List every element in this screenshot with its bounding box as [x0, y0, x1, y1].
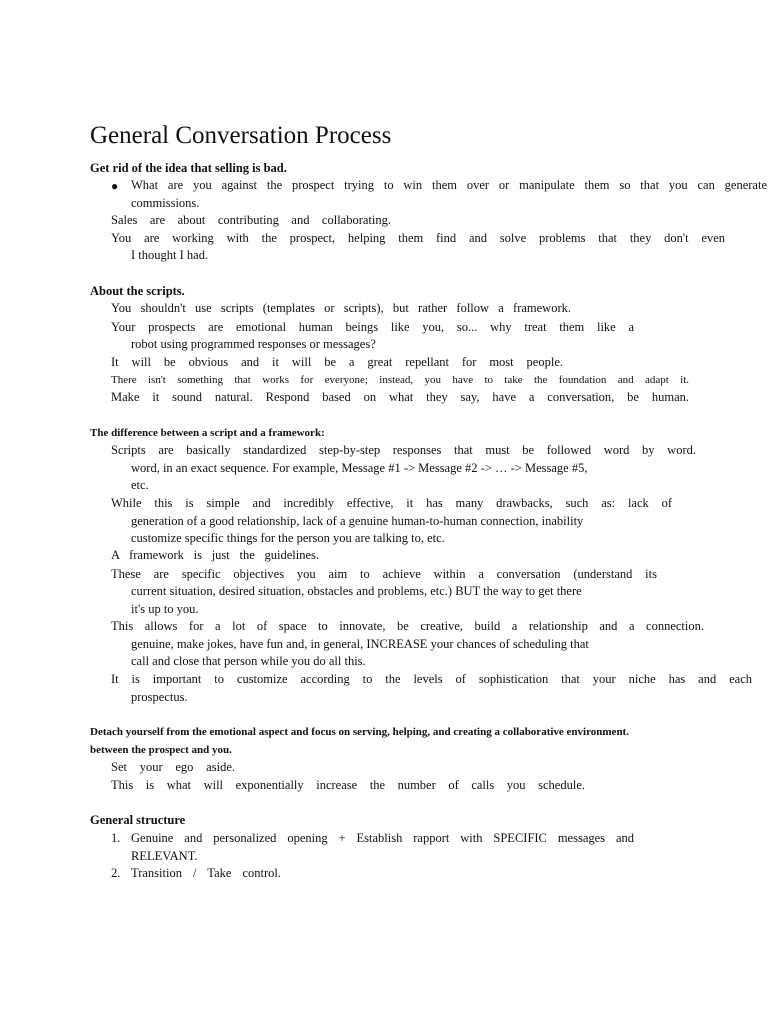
difference-l1a: Scripts are basically standardized step-by-step responses that must be followed word by word. [111, 443, 696, 457]
heading-structure: General structure [90, 813, 186, 827]
difference-l6a: It is important to customize according to the levels of sophistication that your niche has and each [111, 672, 752, 686]
bullet-dot: ● [111, 179, 119, 193]
difference-l2b: generation of a good relationship, lack of a genuine human-to-human connection, inability [131, 514, 584, 528]
difference-l5a: This allows for a lot of space to innovate, be creative, build a relationship and a connection. [111, 619, 704, 633]
heading-selling: Get rid of the idea that selling is bad. [90, 161, 287, 175]
selling-bullet-line2: commissions. [131, 196, 200, 210]
difference-l4b: current situation, desired situation, obstacles and problems, etc.) BUT the way to get there [131, 584, 582, 598]
heading-detach-line2: between the prospect and you. [90, 744, 232, 756]
heading-detach-line1: Detach yourself from the emotional aspect and focus on serving, helping, and creating a collaborative environment. [90, 726, 629, 738]
difference-l4a: These are specific objectives you aim to achieve within a conversation (understand its [111, 567, 657, 581]
page-title: General Conversation Process [90, 122, 392, 149]
difference-l5c: call and close that person while you do all this. [131, 654, 366, 668]
difference-l3: A framework is just the guidelines. [111, 548, 319, 562]
scripts-line2a: Your prospects are emotional human beings like you, so... why treat them like a [111, 320, 634, 334]
selling-line2b: I thought I had. [131, 248, 209, 262]
detach-line1: Set your ego aside. [111, 760, 235, 774]
selling-line2a: You are working with the prospect, helping them find and solve problems that they don't even [111, 231, 725, 245]
difference-l5b: genuine, make jokes, have fun and, in general, INCREASE your chances of scheduling that [131, 637, 589, 651]
list-number: 1. [111, 831, 121, 845]
scripts-line1: You shouldn't use scripts (templates or scripts), but rather follow a framework. [111, 301, 571, 315]
heading-difference: The difference between a script and a framework: [90, 427, 325, 439]
structure-item1-line-a: Genuine and personalized opening + Establish rapport with SPECIFIC messages and [131, 831, 634, 845]
difference-l1b: word, in an exact sequence. For example, Message #1 -> Message #2 -> … -> Message #5, [131, 461, 588, 475]
scripts-line5: Make it sound natural. Respond based on what they say, have a conversation, be human. [111, 390, 689, 404]
scripts-line4: There isn't something that works for everyone; instead, you have to take the foundation and adapt it. [111, 374, 689, 386]
list-number: 2. [111, 866, 121, 880]
difference-l2c: customize specific things for the person you are talking to, etc. [131, 531, 445, 545]
difference-l2a: While this is simple and incredibly effective, it has many drawbacks, such as: lack of [111, 496, 672, 510]
structure-item2-line-a: Transition / Take control. [131, 866, 281, 880]
structure-item1-line-b: RELEVANT. [131, 849, 198, 863]
detach-line2: This is what will exponentially increase the number of calls you schedule. [111, 778, 585, 792]
scripts-line3: It will be obvious and it will be a great repellant for most people. [111, 355, 563, 369]
selling-bullet-line1: What are you against the prospect trying to win them over or manipulate them so that you can generate [131, 178, 767, 192]
difference-l4c: it's up to you. [131, 602, 199, 616]
selling-line1: Sales are about contributing and collaborating. [111, 213, 391, 227]
heading-scripts: About the scripts. [90, 284, 185, 298]
difference-l1c: etc. [131, 478, 149, 492]
difference-l6b: prospectus. [131, 690, 188, 704]
scripts-line2b: robot using programmed responses or messages? [131, 337, 376, 351]
